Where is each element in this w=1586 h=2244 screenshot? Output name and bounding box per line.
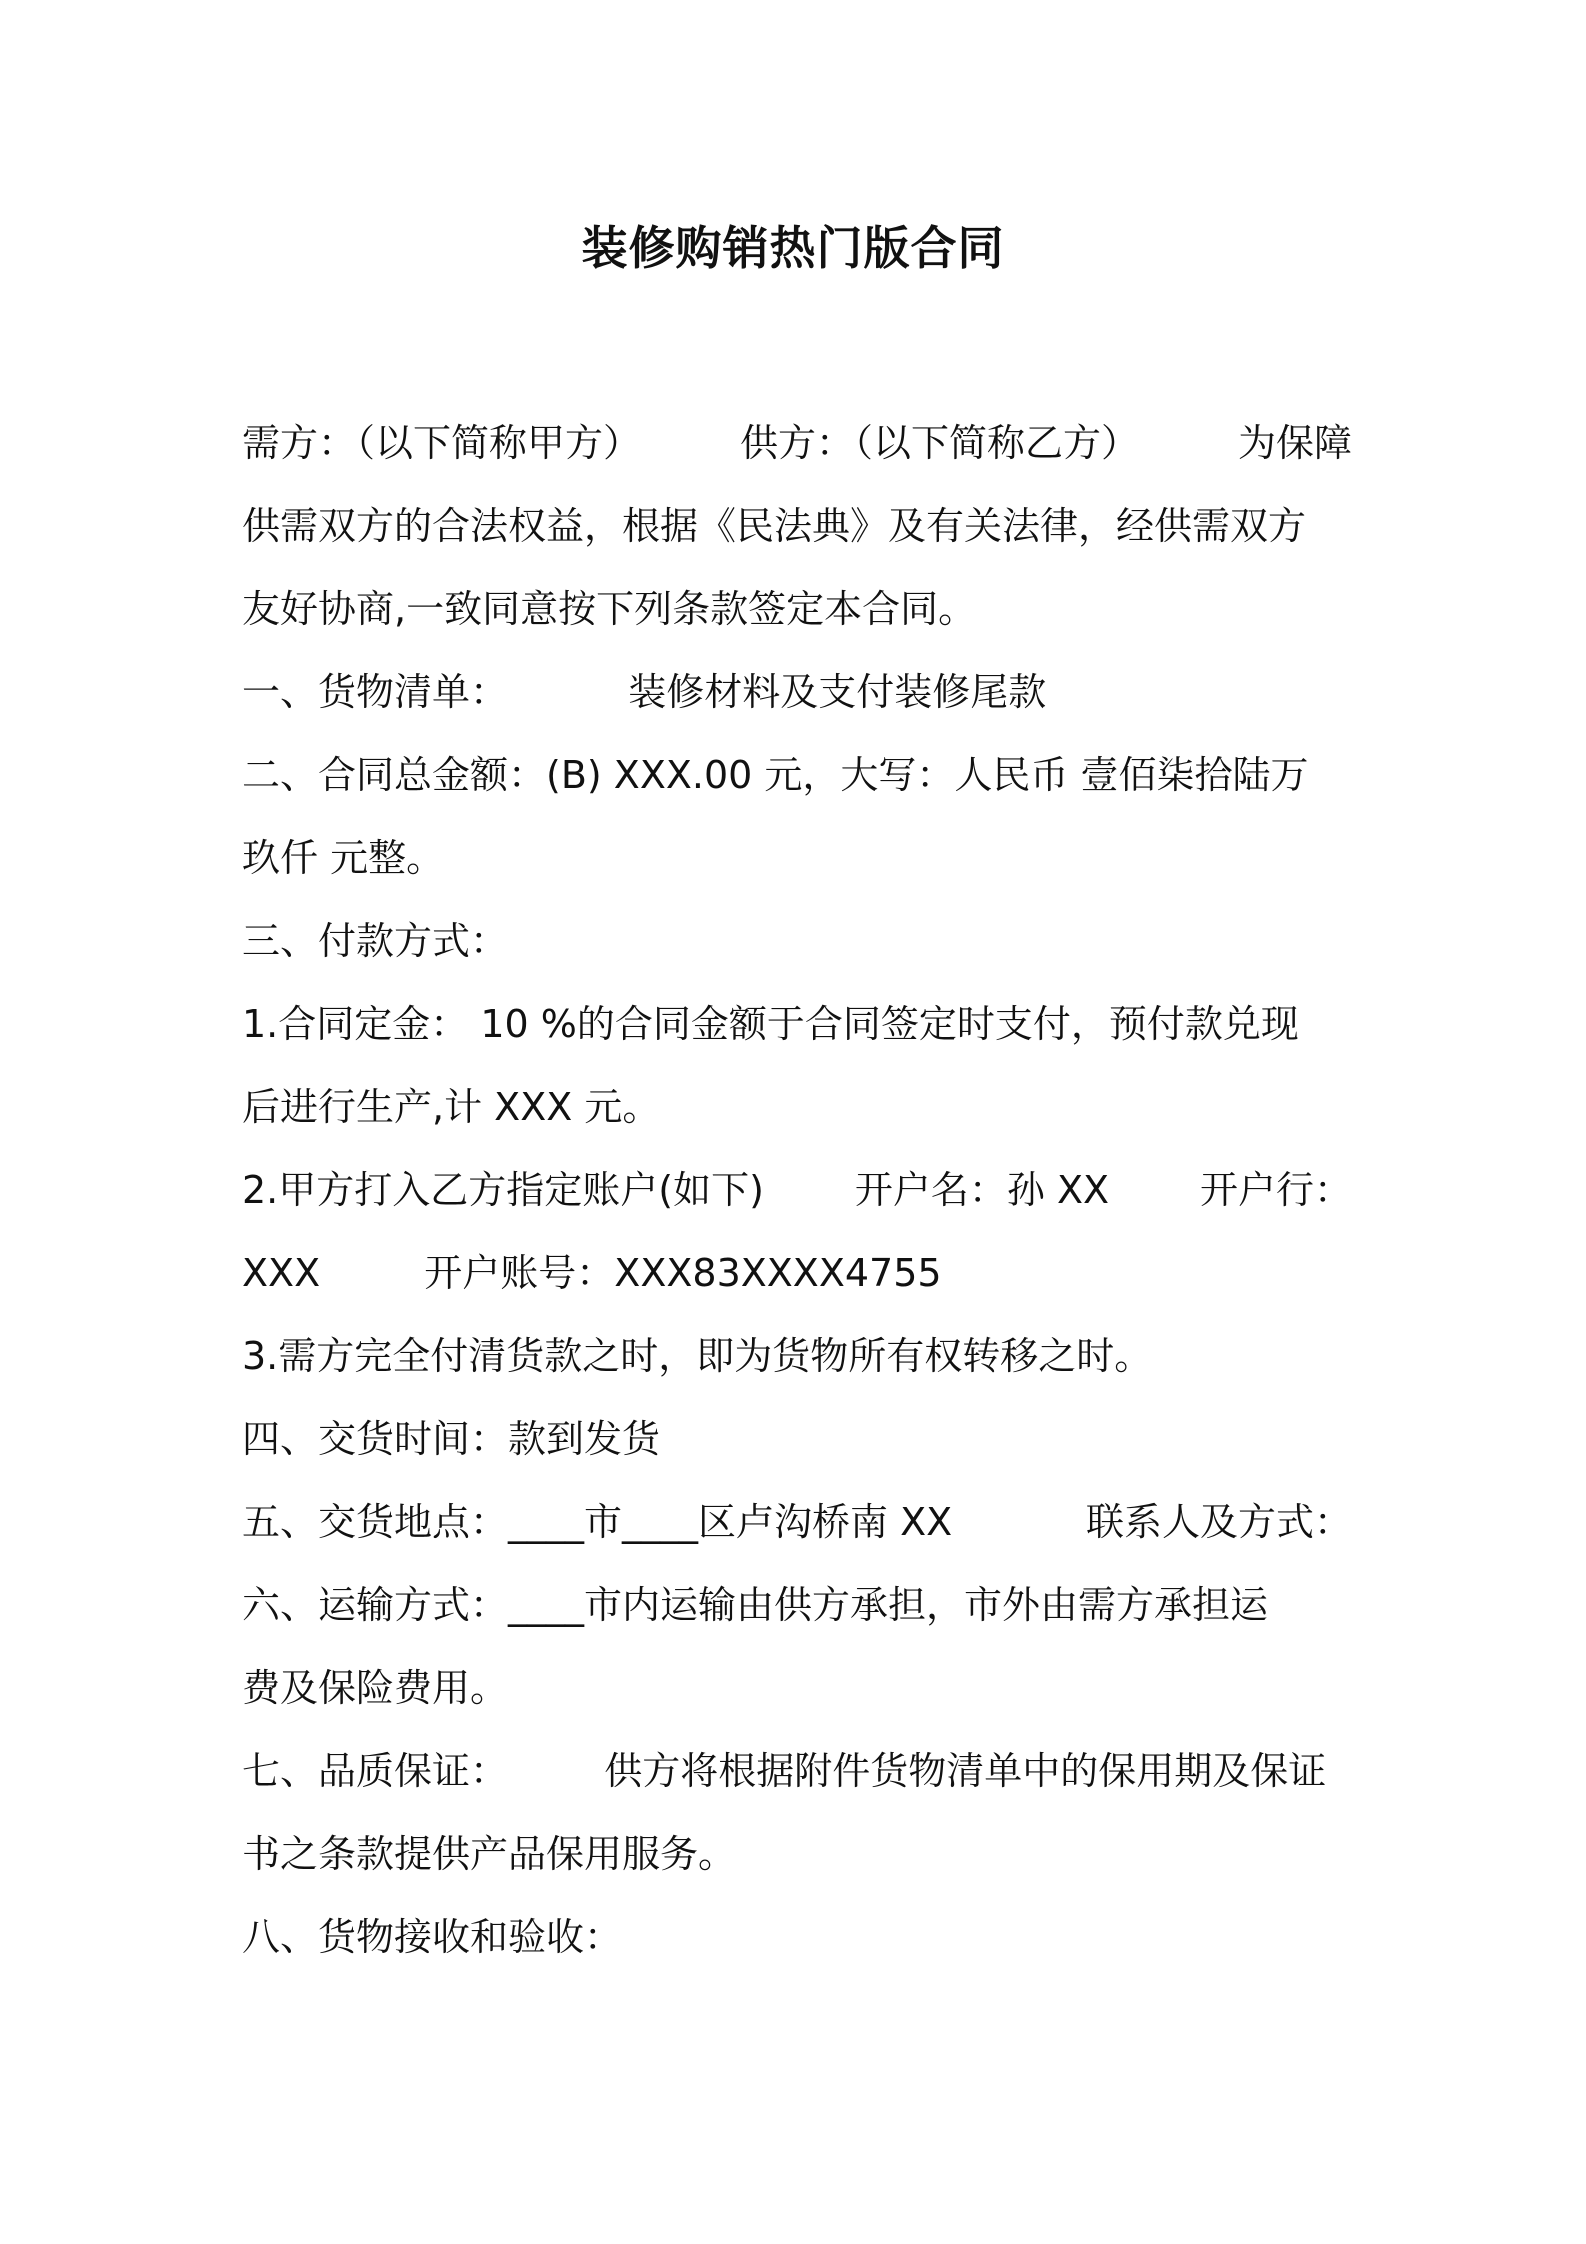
total-amount-line-1: 二、合同总金额：(B) XXX.00 元，大写：人民币 壹佰柒拾陆万 xyxy=(242,753,1309,797)
transport-line-1: 六、运输方式：____市内运输由供方承担，市外由需方承担运 xyxy=(242,1583,1269,1627)
delivery-time-line: 四、交货时间：款到发货 xyxy=(242,1417,661,1461)
delivery-location: 五、交货地点：____市____区卢沟桥南 XX xyxy=(242,1500,953,1544)
party-b-text: 供方：（以下简称乙方） xyxy=(739,421,1139,465)
total-amount-line-2: 玖仟 元整。 xyxy=(242,836,445,880)
account-line-2 xyxy=(242,1232,1352,1315)
ownership-transfer-line: 3.需方完全付清货款之时，即为货物所有权转移之时。 xyxy=(242,1334,1153,1378)
account-number: 开户账号：XXX83XXXX4755 xyxy=(424,1251,942,1295)
deposit-line-2: 后进行生产,计 XXX 元。 xyxy=(242,1085,661,1129)
contract-body xyxy=(242,402,1352,1979)
section-goods-list xyxy=(242,651,1352,734)
account-bank-label: 开户行： xyxy=(1199,1168,1352,1212)
quality-line-2: 书之条款提供产品保用服务。 xyxy=(242,1832,737,1876)
party-a-text: 需方：（以下简称甲方） xyxy=(242,421,642,465)
goods-list-value: 装修材料及支付装修尾款 xyxy=(628,670,1047,714)
account-holder: 开户名：孙 XX xyxy=(854,1168,1110,1212)
delivery-location-line xyxy=(242,1481,1352,1564)
page-title: 装修购销热门版合同 xyxy=(581,221,1005,275)
purpose-start-text: 为保障 xyxy=(1237,421,1352,465)
quality-label: 七、品质保证： xyxy=(242,1749,509,1793)
account-intro: 2.甲方打入乙方指定账户(如下) xyxy=(242,1168,764,1212)
account-line-1 xyxy=(242,1149,1352,1232)
quality-value: 供方将根据附件货物清单中的保用期及保证 xyxy=(604,1749,1327,1793)
transport-line-2: 费及保险费用。 xyxy=(242,1666,509,1710)
purpose-line-2: 供需双方的合法权益，根据《民法典》及有关法律，经供需双方 xyxy=(242,504,1307,548)
account-bank-value: XXX xyxy=(242,1251,321,1295)
parties-line xyxy=(242,402,1352,485)
contact-label: 联系人及方式： xyxy=(1085,1500,1352,1544)
deposit-line-1: 1.合同定金： 10 %的合同金额于合同签定时支付，预付款兑现 xyxy=(242,1002,1299,1046)
goods-list-label: 一、货物清单： xyxy=(242,670,509,714)
quality-line-1 xyxy=(242,1730,1352,1813)
acceptance-heading: 八、货物接收和验收： xyxy=(242,1915,623,1959)
purpose-line-3: 友好协商,一致同意按下列条款签定本合同。 xyxy=(242,587,977,631)
payment-heading: 三、付款方式： xyxy=(242,919,509,963)
